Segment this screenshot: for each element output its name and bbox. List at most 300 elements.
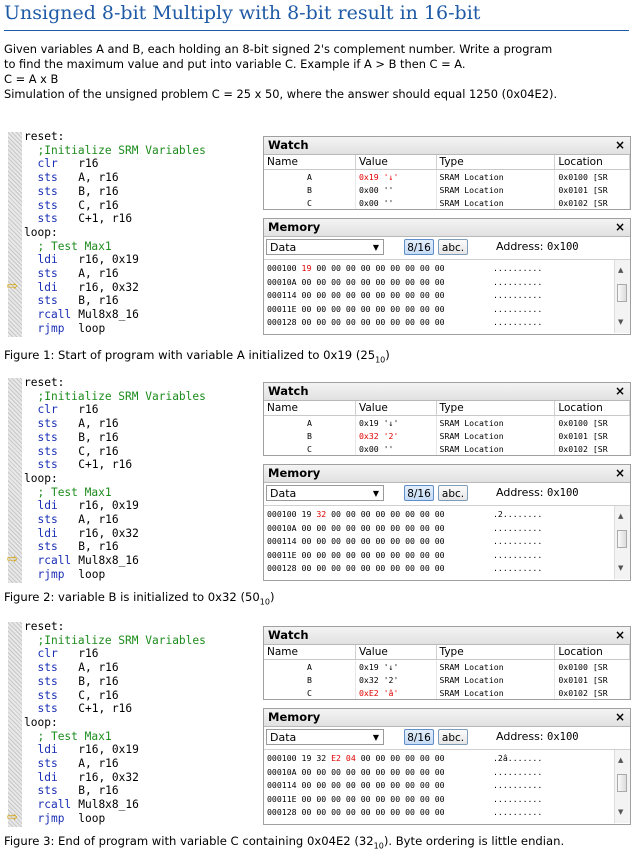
memory-byte: 00 — [316, 549, 327, 560]
memory-row — [267, 753, 445, 764]
code-label: reset: — [24, 376, 65, 389]
memory-address: 00011E — [267, 793, 297, 804]
memory-byte: 00 — [375, 290, 386, 300]
toggle-8-16-button[interactable]: 8/16 — [404, 729, 434, 745]
watch-value: 0x32 '2' — [355, 673, 436, 686]
watch-row[interactable] — [264, 183, 630, 196]
intro-line: C = A x B — [4, 72, 59, 86]
code-opcode: clr — [37, 157, 58, 171]
dropdown-value: Data — [270, 241, 297, 254]
memory-address: 000114 — [267, 290, 297, 300]
watch-column-header[interactable]: Value — [355, 155, 436, 170]
memory-row — [267, 807, 445, 818]
memory-byte: 00 — [405, 563, 415, 573]
scroll-down-icon[interactable]: ▼ — [618, 564, 624, 572]
watch-column-header[interactable]: Location — [555, 401, 630, 416]
memory-byte: 00 — [390, 263, 401, 273]
memory-scrollbar[interactable] — [614, 506, 630, 579]
memory-scrollbar[interactable] — [614, 750, 630, 823]
memory-byte: 00 — [316, 793, 327, 804]
code-opcode: sts — [37, 444, 58, 458]
code-operand: loop — [78, 567, 106, 581]
memory-dump — [264, 259, 630, 334]
memory-dump — [264, 749, 630, 824]
code-opcode: sts — [37, 757, 58, 771]
memory-byte: 19 — [301, 753, 312, 763]
memory-byte: 00 — [316, 303, 327, 314]
watch-table — [264, 155, 630, 209]
intro-line: to find the maximum value and put into variable C. Example if A > B then C = A. — [4, 57, 466, 71]
memory-byte: 00 — [434, 793, 445, 804]
scroll-down-icon[interactable]: ▼ — [618, 808, 624, 816]
memory-byte: 00 — [434, 780, 445, 790]
memory-scrollbar[interactable] — [614, 260, 630, 333]
memory-byte: 00 — [331, 807, 341, 817]
code-line — [24, 281, 206, 295]
watch-value: 0x19 '↓' — [355, 170, 436, 184]
memory-byte: 00 — [375, 317, 386, 327]
close-icon[interactable]: × — [614, 384, 625, 398]
memory-ascii: .......... — [493, 780, 543, 790]
close-icon[interactable]: × — [614, 710, 625, 724]
memory-byte: 00 — [375, 276, 386, 287]
code-operand: A, r16 — [78, 417, 119, 431]
watch-header — [264, 627, 630, 645]
memory-address: 00010A — [267, 276, 297, 287]
memory-byte: 00 — [390, 563, 401, 573]
memory-byte: 00 — [316, 317, 327, 327]
memory-byte: 32 — [316, 509, 327, 519]
address-label: Address: — [496, 486, 544, 499]
code-line — [24, 240, 206, 254]
code-line — [24, 445, 206, 459]
scroll-down-icon[interactable]: ▼ — [618, 318, 624, 326]
memory-byte: 00 — [345, 263, 356, 273]
watch-name: B — [264, 429, 355, 442]
memory-byte: 00 — [375, 563, 386, 573]
watch-value: 0x32 '2' — [355, 429, 436, 442]
chevron-down-icon: ▼ — [372, 243, 379, 252]
memory-byte: 00 — [405, 317, 415, 327]
chevron-down-icon: ▼ — [372, 733, 379, 742]
scroll-thumb[interactable] — [617, 284, 627, 302]
watch-name: A — [264, 660, 355, 674]
memory-byte: 00 — [345, 536, 356, 546]
memory-byte: 00 — [375, 522, 386, 533]
memory-address: 000100 — [267, 509, 297, 519]
memory-byte: 00 — [360, 290, 371, 300]
watch-value: 0x19 '↓' — [355, 660, 436, 674]
code-operand: B, r16 — [78, 294, 119, 308]
memory-byte: 00 — [316, 563, 327, 573]
memory-byte: 00 — [375, 766, 386, 777]
memory-header — [264, 709, 630, 727]
memory-toolbar — [264, 237, 630, 259]
code-operand: r16 — [78, 647, 99, 661]
code-opcode: sts — [37, 702, 58, 716]
memory-byte: 00 — [419, 563, 430, 573]
watch-column-header[interactable]: Type — [436, 645, 555, 660]
code-line — [24, 812, 206, 826]
watch-column-header[interactable]: Type — [436, 401, 555, 416]
memory-byte: 00 — [301, 549, 312, 560]
code-opcode: rjmp — [37, 321, 65, 335]
execution-arrow-icon: ⇨ — [7, 552, 18, 568]
code-opcode: ldi — [37, 526, 58, 540]
memory-header — [264, 219, 630, 237]
code-line — [24, 702, 206, 716]
code-operand: r16 — [78, 403, 99, 417]
code-label: loop: — [24, 225, 58, 239]
watch-column-header[interactable]: Value — [355, 401, 436, 416]
memory-ascii: .......... — [493, 563, 543, 573]
code-line — [24, 472, 206, 486]
address-value: 0x100 — [547, 731, 579, 743]
code-opcode: ldi — [37, 743, 58, 757]
code-line — [24, 554, 206, 568]
assembly-code — [24, 376, 206, 582]
memory-byte: 00 — [434, 290, 445, 300]
memory-byte: 00 — [434, 549, 445, 560]
memory-byte: 00 — [405, 303, 415, 314]
code-opcode: ldi — [37, 770, 58, 784]
memory-byte: 00 — [345, 766, 356, 777]
memory-row — [267, 767, 445, 778]
code-line — [24, 784, 206, 798]
memory-byte: 00 — [331, 536, 341, 546]
memory-byte: 00 — [345, 290, 356, 300]
memory-byte: E2 — [331, 753, 341, 763]
editor-gutter — [8, 622, 22, 827]
memory-byte: 00 — [331, 549, 341, 560]
memory-address: 00010A — [267, 522, 297, 533]
watch-row[interactable] — [264, 429, 630, 442]
memory-byte: 00 — [360, 563, 371, 573]
execution-arrow-icon: ⇨ — [7, 809, 18, 825]
memory-byte: 00 — [301, 303, 312, 314]
memory-byte: 00 — [390, 536, 401, 546]
intro-line: Simulation of the unsigned problem C = 25 x 50, where the answer should equal 1250 (0x04E2). — [4, 87, 558, 101]
memory-row — [267, 794, 445, 805]
memory-byte: 00 — [405, 522, 415, 533]
scroll-thumb[interactable] — [617, 530, 627, 548]
memory-byte: 00 — [301, 317, 312, 327]
code-line — [24, 157, 206, 171]
figure-caption — [4, 590, 274, 606]
code-line — [24, 675, 206, 689]
memory-ascii: .......... — [493, 536, 543, 546]
watch-location: 0x0101 [SR — [555, 673, 630, 686]
memory-byte: 00 — [434, 753, 445, 763]
code-opcode: ldi — [37, 280, 58, 294]
address-field[interactable] — [496, 730, 579, 743]
memory-byte: 00 — [360, 807, 371, 817]
watch-name: B — [264, 183, 355, 196]
watch-header — [264, 137, 630, 155]
code-opcode: sts — [37, 171, 58, 185]
watch-row[interactable] — [264, 196, 630, 209]
address-value: 0x100 — [547, 487, 579, 499]
code-label: loop: — [24, 715, 58, 729]
scroll-up-icon[interactable]: ▲ — [618, 512, 624, 520]
memory-byte: 00 — [375, 753, 386, 763]
code-line — [24, 130, 206, 144]
code-line — [24, 199, 206, 213]
memory-ascii: .......... — [493, 522, 543, 533]
code-opcode: rcall — [37, 554, 72, 568]
memory-byte: 00 — [316, 766, 327, 777]
memory-byte: 00 — [405, 276, 415, 287]
code-operand: A, r16 — [78, 757, 119, 771]
code-line — [24, 798, 206, 812]
memory-ascii: .......... — [493, 276, 543, 287]
address-label: Address: — [496, 240, 544, 253]
address-field[interactable] — [496, 486, 579, 499]
code-opcode: sts — [37, 540, 58, 554]
memory-byte: 00 — [331, 290, 341, 300]
code-opcode: clr — [37, 403, 58, 417]
watch-name: C — [264, 442, 355, 455]
watch-type: SRAM Location — [436, 686, 555, 699]
memory-byte: 00 — [301, 766, 312, 777]
code-comment: ;Initialize SRM Variables — [37, 389, 206, 403]
memory-byte: 00 — [316, 807, 327, 817]
watch-column-header[interactable]: Name — [264, 645, 355, 660]
memory-byte: 00 — [419, 303, 430, 314]
memory-byte: 00 — [331, 793, 341, 804]
memory-title: Memory — [268, 220, 321, 234]
memory-row — [267, 277, 445, 288]
memory-byte: 00 — [301, 536, 312, 546]
watch-row[interactable] — [264, 416, 630, 430]
memory-byte: 00 — [419, 509, 430, 519]
code-operand: r16, 0x32 — [78, 526, 139, 540]
code-line — [24, 771, 206, 785]
watch-column-header[interactable]: Type — [436, 155, 555, 170]
code-line — [24, 513, 206, 527]
memory-byte: 00 — [390, 549, 401, 560]
memory-byte: 00 — [375, 303, 386, 314]
code-line — [24, 171, 206, 185]
memory-type-dropdown[interactable] — [266, 729, 384, 745]
watch-header — [264, 383, 630, 401]
memory-byte: 00 — [360, 793, 371, 804]
watch-title: Watch — [268, 628, 309, 642]
memory-byte: 00 — [331, 766, 341, 777]
code-operand: Mul8x8_16 — [78, 308, 139, 322]
watch-row[interactable] — [264, 660, 630, 674]
memory-byte: 00 — [331, 780, 341, 790]
memory-byte: 00 — [316, 276, 327, 287]
memory-byte: 00 — [390, 766, 401, 777]
close-icon[interactable]: × — [614, 628, 625, 642]
code-operand: r16, 0x32 — [78, 280, 139, 294]
memory-header — [264, 465, 630, 483]
watch-location: 0x0101 [SR — [555, 429, 630, 442]
code-opcode: sts — [37, 417, 58, 431]
memory-byte: 00 — [345, 276, 356, 287]
memory-byte: 00 — [301, 780, 312, 790]
memory-byte: 00 — [301, 563, 312, 573]
watch-row[interactable] — [264, 170, 630, 184]
memory-byte: 00 — [405, 807, 415, 817]
code-opcode: ldi — [37, 499, 58, 513]
memory-byte: 00 — [390, 753, 401, 763]
code-line — [24, 499, 206, 513]
watch-table — [264, 401, 630, 455]
address-field[interactable] — [496, 240, 579, 253]
memory-ascii: .......... — [493, 766, 543, 777]
ascii-toggle-button[interactable]: abc. — [438, 729, 468, 745]
memory-byte: 00 — [419, 263, 430, 273]
memory-byte: 00 — [405, 766, 415, 777]
memory-byte: 00 — [301, 276, 312, 287]
memory-type-dropdown[interactable] — [266, 239, 384, 255]
memory-byte: 00 — [390, 793, 401, 804]
code-operand: B, r16 — [78, 430, 119, 444]
watch-column-header[interactable]: Value — [355, 645, 436, 660]
caption-text: ) — [385, 348, 390, 362]
watch-type: SRAM Location — [436, 660, 555, 674]
scroll-thumb[interactable] — [617, 774, 627, 792]
memory-byte: 00 — [419, 766, 430, 777]
memory-byte: 00 — [375, 807, 386, 817]
memory-byte: 00 — [375, 263, 386, 273]
code-line — [24, 226, 206, 240]
memory-byte: 00 — [360, 753, 371, 763]
code-operand: C, r16 — [78, 688, 119, 702]
memory-byte: 00 — [331, 522, 341, 533]
memory-byte: 00 — [360, 263, 371, 273]
memory-dump — [264, 505, 630, 580]
memory-byte: 00 — [360, 276, 371, 287]
memory-byte: 00 — [434, 522, 445, 533]
code-operand: Mul8x8_16 — [78, 554, 139, 568]
memory-byte: 00 — [316, 780, 327, 790]
code-line — [24, 417, 206, 431]
code-line — [24, 294, 206, 308]
toggle-8-16-button[interactable]: 8/16 — [404, 485, 434, 501]
caption-text: Figure 3: End of program with variable C containing 0x04E2 (32 — [4, 834, 374, 848]
memory-address: 000114 — [267, 780, 297, 790]
watch-location: 0x0102 [SR — [555, 442, 630, 455]
code-opcode: rcall — [37, 798, 72, 812]
memory-byte: 00 — [390, 290, 401, 300]
memory-ascii: .......... — [493, 549, 543, 560]
memory-ascii: .......... — [493, 263, 543, 273]
code-operand: r16, 0x19 — [78, 253, 139, 267]
watch-name: A — [264, 170, 355, 184]
chevron-down-icon: ▼ — [372, 489, 379, 498]
ascii-toggle-button[interactable]: abc. — [438, 485, 468, 501]
close-icon[interactable]: × — [614, 220, 625, 234]
memory-address: 000114 — [267, 536, 297, 546]
code-comment: ; Test Max1 — [37, 485, 112, 499]
code-label: reset: — [24, 620, 65, 633]
watch-column-header[interactable]: Name — [264, 155, 355, 170]
memory-address: 00011E — [267, 303, 297, 314]
memory-toolbar — [264, 727, 630, 749]
watch-column-header[interactable]: Location — [555, 645, 630, 660]
scroll-up-icon[interactable]: ▲ — [618, 756, 624, 764]
toggle-8-16-button[interactable]: 8/16 — [404, 239, 434, 255]
watch-row[interactable] — [264, 673, 630, 686]
code-comment: ;Initialize SRM Variables — [37, 633, 206, 647]
code-line — [24, 308, 206, 322]
memory-type-dropdown[interactable] — [266, 485, 384, 501]
close-icon[interactable]: × — [614, 466, 625, 480]
code-line — [24, 390, 206, 404]
watch-column-header[interactable]: Location — [555, 155, 630, 170]
memory-byte: 00 — [434, 766, 445, 777]
watch-column-header[interactable]: Name — [264, 401, 355, 416]
code-operand: C+1, r16 — [78, 458, 133, 472]
dropdown-value: Data — [270, 731, 297, 744]
code-line — [24, 486, 206, 500]
caption-text: ) — [269, 590, 275, 604]
address-label: Address: — [496, 730, 544, 743]
memory-byte: 00 — [390, 303, 401, 314]
caption-subscript: 10 — [375, 355, 386, 365]
memory-byte: 00 — [331, 276, 341, 287]
watch-panel — [263, 626, 631, 700]
code-line — [24, 267, 206, 281]
memory-address: 000128 — [267, 563, 297, 573]
memory-row — [267, 317, 445, 328]
code-line — [24, 568, 206, 582]
memory-byte: 00 — [405, 793, 415, 804]
memory-byte: 32 — [316, 753, 327, 763]
caption-subscript: 10 — [373, 841, 384, 850]
memory-row — [267, 536, 445, 547]
memory-ascii: .......... — [493, 290, 543, 300]
memory-byte: 00 — [419, 753, 430, 763]
memory-row — [267, 263, 445, 274]
watch-row[interactable] — [264, 686, 630, 699]
code-line — [24, 253, 206, 267]
editor-gutter — [8, 132, 22, 337]
memory-byte: 00 — [345, 509, 356, 519]
code-opcode: sts — [37, 661, 58, 675]
memory-byte: 00 — [360, 522, 371, 533]
assembly-code — [24, 130, 206, 336]
caption-text: Figure 1: Start of program with variable A initialized to 0x19 (25 — [4, 348, 376, 362]
code-operand: r16, 0x19 — [78, 743, 139, 757]
memory-address: 00011E — [267, 549, 297, 560]
close-icon[interactable]: × — [614, 138, 625, 152]
memory-byte: 19 — [301, 509, 312, 519]
watch-row[interactable] — [264, 442, 630, 455]
scroll-up-icon[interactable]: ▲ — [618, 266, 624, 274]
watch-name: C — [264, 196, 355, 209]
memory-byte: 00 — [390, 807, 401, 817]
code-operand: B, r16 — [78, 184, 119, 198]
simulation-figure — [0, 372, 639, 592]
memory-byte: 00 — [345, 303, 356, 314]
code-line — [24, 757, 206, 771]
code-operand: A, r16 — [78, 661, 119, 675]
code-line — [24, 661, 206, 675]
memory-title: Memory — [268, 710, 321, 724]
memory-byte: 00 — [390, 276, 401, 287]
memory-byte: 00 — [360, 536, 371, 546]
ascii-toggle-button[interactable]: abc. — [438, 239, 468, 255]
memory-ascii: .......... — [493, 317, 543, 327]
memory-byte: 00 — [419, 317, 430, 327]
code-opcode: rcall — [37, 308, 72, 322]
watch-name: C — [264, 686, 355, 699]
memory-byte: 00 — [434, 563, 445, 573]
